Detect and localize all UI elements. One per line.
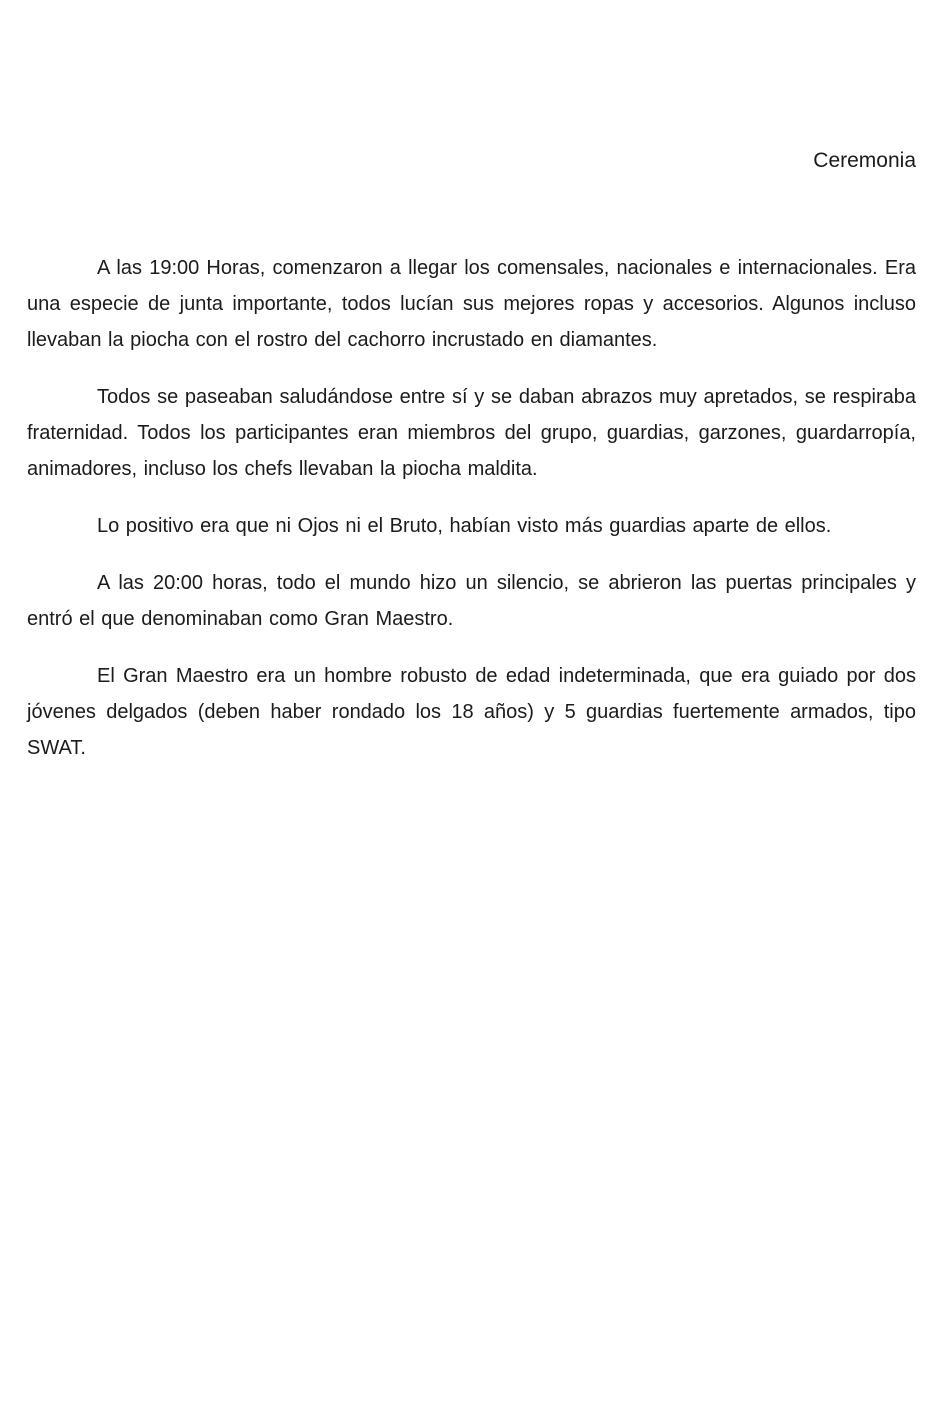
document-body — [27, 250, 916, 766]
paragraph: El Gran Maestro era un hombre robusto de edad indeterminada, que era guiado por dos jóvenes delgados (deben haber rondado los 18 años) y 5 guardias fuertemente armados, tipo SWAT. — [27, 665, 916, 759]
document-title: Ceremonia — [813, 149, 916, 172]
paragraph: A las 19:00 Horas, comenzaron a llegar los comensales, nacionales e internacionales. Era una especie de junta importante, todos lucían sus mejores ropas y accesorios. Algunos incluso llevaban la piocha con el rostro del cachorro incrustado en diamantes. — [27, 257, 916, 351]
paragraph: Todos se paseaban saludándose entre sí y se daban abrazos muy apretados, se respiraba fraternidad. Todos los participantes eran miembros del grupo, guardias, garzones, guardarropía, animadores, incluso los chefs llevaban la piocha maldita. — [27, 386, 916, 480]
paragraph: Lo positivo era que ni Ojos ni el Bruto, habían visto más guardias aparte de ellos. — [97, 515, 832, 537]
paragraph: A las 20:00 horas, todo el mundo hizo un silencio, se abrieron las puertas principales y entró el que denominaban como Gran Maestro. — [27, 572, 916, 630]
